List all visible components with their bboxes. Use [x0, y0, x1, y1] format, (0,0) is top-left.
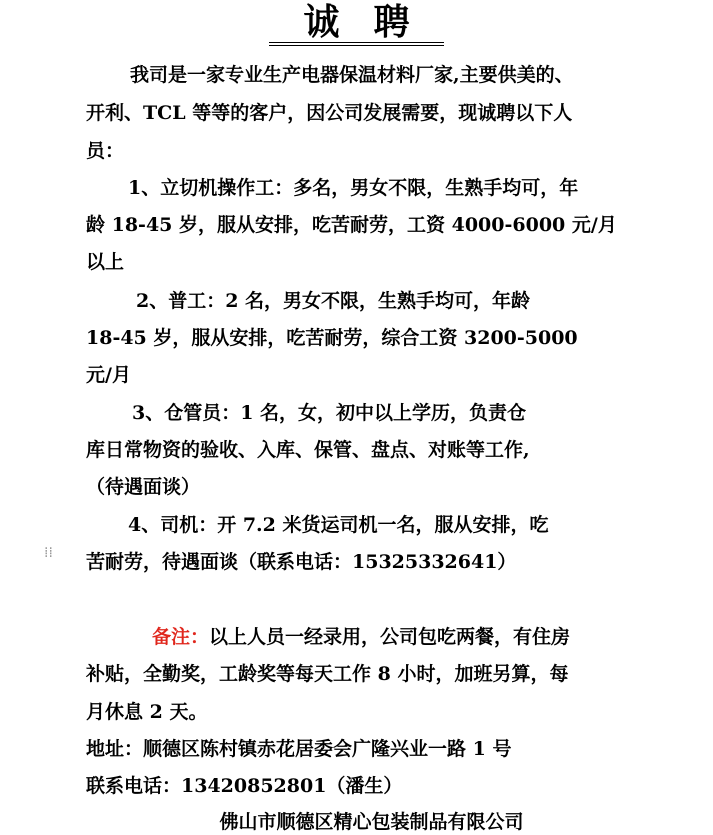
note-text: 以上人员一经录用，公司包吃两餐，有住房	[209, 626, 571, 648]
note-line-3: 月休息 2 天。	[86, 701, 208, 723]
position-1-line-1: 1、立切机操作工：多名，男女不限，生熟手均可，年	[128, 177, 579, 199]
drag-handle-icon[interactable]: ⁞⁞	[44, 545, 53, 561]
position-1-line-3: 以上	[86, 251, 125, 273]
contact-phone: 联系电话：13420852801（潘生）	[86, 775, 403, 797]
title-text: 诚聘	[269, 2, 443, 46]
position-2-line-1: 2、普工：2 名，男女不限，生熟手均可，年龄	[136, 290, 531, 312]
position-2-line-2: 18-45 岁，服从安排，吃苦耐劳，综合工资 3200-5000	[86, 327, 578, 349]
note-line-2: 补贴，全勤奖，工龄奖等每天工作 8 小时，加班另算，每	[86, 663, 569, 685]
note-line-1	[152, 625, 570, 649]
intro-line-3: 员：	[86, 140, 125, 162]
company-name: 佛山市顺德区精心包装制品有限公司	[219, 811, 524, 833]
position-3-line-2: 库日常物资的验收、入库、保管、盘点、对账等工作,	[86, 439, 530, 461]
position-4-line-1: 4、司机：开 7.2 米货运司机一名，服从安排，吃	[128, 514, 549, 536]
position-4-line-2: 苦耐劳，待遇面谈（联系电话：15325332641）	[86, 551, 517, 573]
position-3-line-3: （待遇面谈）	[86, 476, 201, 498]
address: 地址：顺德区陈村镇赤花居委会广隆兴业一路 1 号	[86, 738, 512, 760]
position-3-line-1: 3、仓管员：1 名，女，初中以上学历，负责仓	[132, 402, 527, 424]
position-2-line-3: 元/月	[86, 364, 131, 386]
position-1-line-2: 龄 18-45 岁，服从安排，吃苦耐劳，工资 4000-6000 元/月	[86, 214, 617, 236]
note-label: 备注：	[152, 626, 210, 648]
page-title	[0, 2, 713, 46]
intro-line-1: 我司是一家专业生产电器保温材料厂家,主要供美的、	[130, 64, 574, 86]
intro-line-2: 开利、TCL 等等的客户，因公司发展需要，现诚聘以下人	[86, 102, 573, 124]
